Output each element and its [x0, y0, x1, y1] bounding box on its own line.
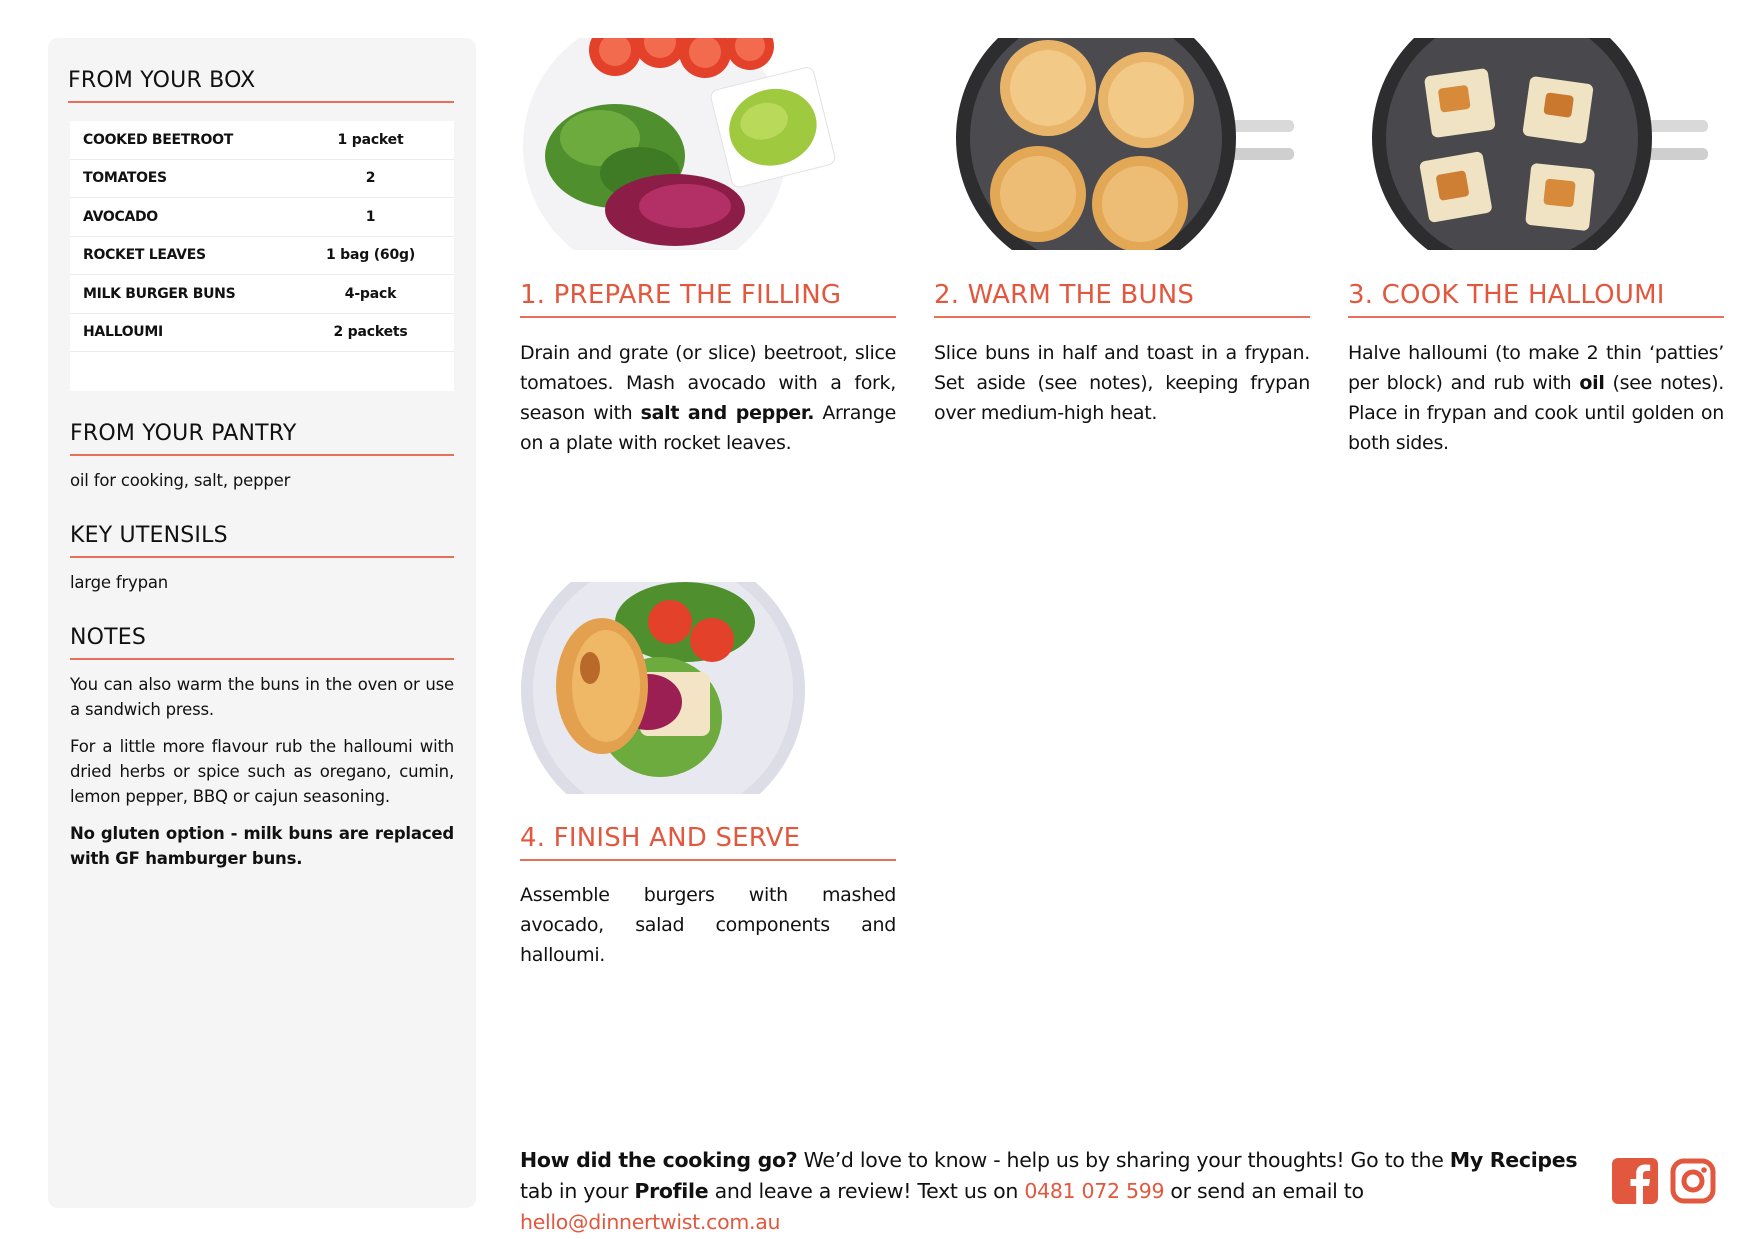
- notes-title: NOTES: [70, 625, 454, 660]
- footer-text-2: tab in your: [520, 1179, 635, 1203]
- from-your-box-title: FROM YOUR BOX: [68, 68, 454, 103]
- notes-section: [70, 625, 454, 871]
- ingredient-name: MILK BURGER BUNS: [83, 285, 236, 302]
- table-row: [70, 121, 454, 160]
- step-3-photo: [1348, 38, 1724, 250]
- footer-question: How did the cooking go?: [520, 1148, 798, 1172]
- instagram-icon[interactable]: [1670, 1158, 1716, 1204]
- ingredient-name: TOMATOES: [83, 170, 167, 187]
- ingredient-qty: 1 packet: [337, 131, 404, 148]
- step-4-title: 4. FINISH AND SERVE: [520, 823, 896, 861]
- box-ingredients-table: [70, 121, 454, 391]
- footer-text-3: and leave a review! Text us on: [708, 1179, 1025, 1203]
- ingredient-qty: 2 packets: [333, 324, 408, 341]
- ingredient-name: COOKED BEETROOT: [83, 131, 233, 148]
- sidebar: [48, 38, 476, 1208]
- pantry-section: [70, 421, 454, 493]
- ingredient-name: AVOCADO: [83, 208, 158, 225]
- note-gluten-free: No gluten option - milk buns are replaced with GF hamburger buns.: [70, 824, 454, 868]
- utensils-text: large frypan: [70, 573, 169, 592]
- table-row: [70, 160, 454, 199]
- table-row: [70, 198, 454, 237]
- my-recipes-label: My Recipes: [1449, 1148, 1578, 1172]
- step-4-photo: [520, 582, 896, 794]
- step-2-title: 2. WARM THE BUNS: [934, 280, 1310, 318]
- pantry-text: oil for cooking, salt, pepper: [70, 471, 291, 490]
- ingredient-name: HALLOUMI: [83, 324, 163, 341]
- step-1-text-bold: salt and pepper.: [640, 402, 815, 424]
- ingredient-name: ROCKET LEAVES: [83, 247, 206, 264]
- step-3-title: 3. COOK THE HALLOUMI: [1348, 280, 1724, 318]
- ingredient-qty: 4-pack: [344, 285, 397, 302]
- ingredient-qty: 1: [365, 208, 376, 225]
- note-paragraph: For a little more flavour rub the halloumi with dried herbs or spice such as oregano, cumin, lemon pepper, BBQ or cajun seasoning.: [70, 737, 454, 806]
- utensils-section: [70, 523, 454, 595]
- step-2-photo: [934, 38, 1310, 250]
- profile-label: Profile: [634, 1179, 709, 1203]
- ingredient-qty: 1 bag (60g): [325, 247, 416, 264]
- table-row: [70, 237, 454, 276]
- step-1-photo: [520, 38, 896, 250]
- ingredient-qty: 2: [365, 170, 376, 187]
- step-1-text-a: Drain and grate (or slice) beetroot, slice tomatoes. Mash avocado with a fork, season with: [520, 342, 896, 424]
- note-paragraph: You can also warm the buns in the oven or use a sandwich press.: [70, 675, 454, 719]
- feedback-footer: [520, 1145, 1590, 1238]
- facebook-icon[interactable]: [1612, 1158, 1658, 1204]
- phone-link[interactable]: 0481 072 599: [1024, 1179, 1165, 1203]
- table-row: [70, 275, 454, 314]
- footer-text-1: We’d love to know - help us by sharing your thoughts! Go to the: [797, 1148, 1450, 1172]
- step-3-text: [1348, 338, 1724, 458]
- step-1-title: 1. PREPARE THE FILLING: [520, 280, 896, 318]
- step-1-text-b: Arrange on a plate with rocket leaves.: [520, 402, 896, 454]
- step-1-text: [520, 338, 896, 458]
- step-4-text: Assemble burgers with mashed avocado, salad components and halloumi.: [520, 884, 896, 966]
- from-your-pantry-title: FROM YOUR PANTRY: [70, 421, 454, 456]
- table-row: [70, 314, 454, 353]
- step-2-text: Slice buns in half and toast in a frypan. Set aside (see notes), keeping frypan over medium-high heat.: [934, 342, 1310, 424]
- key-utensils-title: KEY UTENSILS: [70, 523, 454, 558]
- step-3-text-a: Halve halloumi (to make 2 thin ‘patties’ per block) and rub with: [1348, 342, 1724, 394]
- step-3-text-b: (see notes). Place in frypan and cook until golden on both sides.: [1348, 372, 1724, 454]
- email-link[interactable]: hello@dinnertwist.com.au: [520, 1210, 781, 1234]
- step-3-text-bold: oil: [1579, 372, 1605, 394]
- footer-text-4: or send an email to: [1164, 1179, 1364, 1203]
